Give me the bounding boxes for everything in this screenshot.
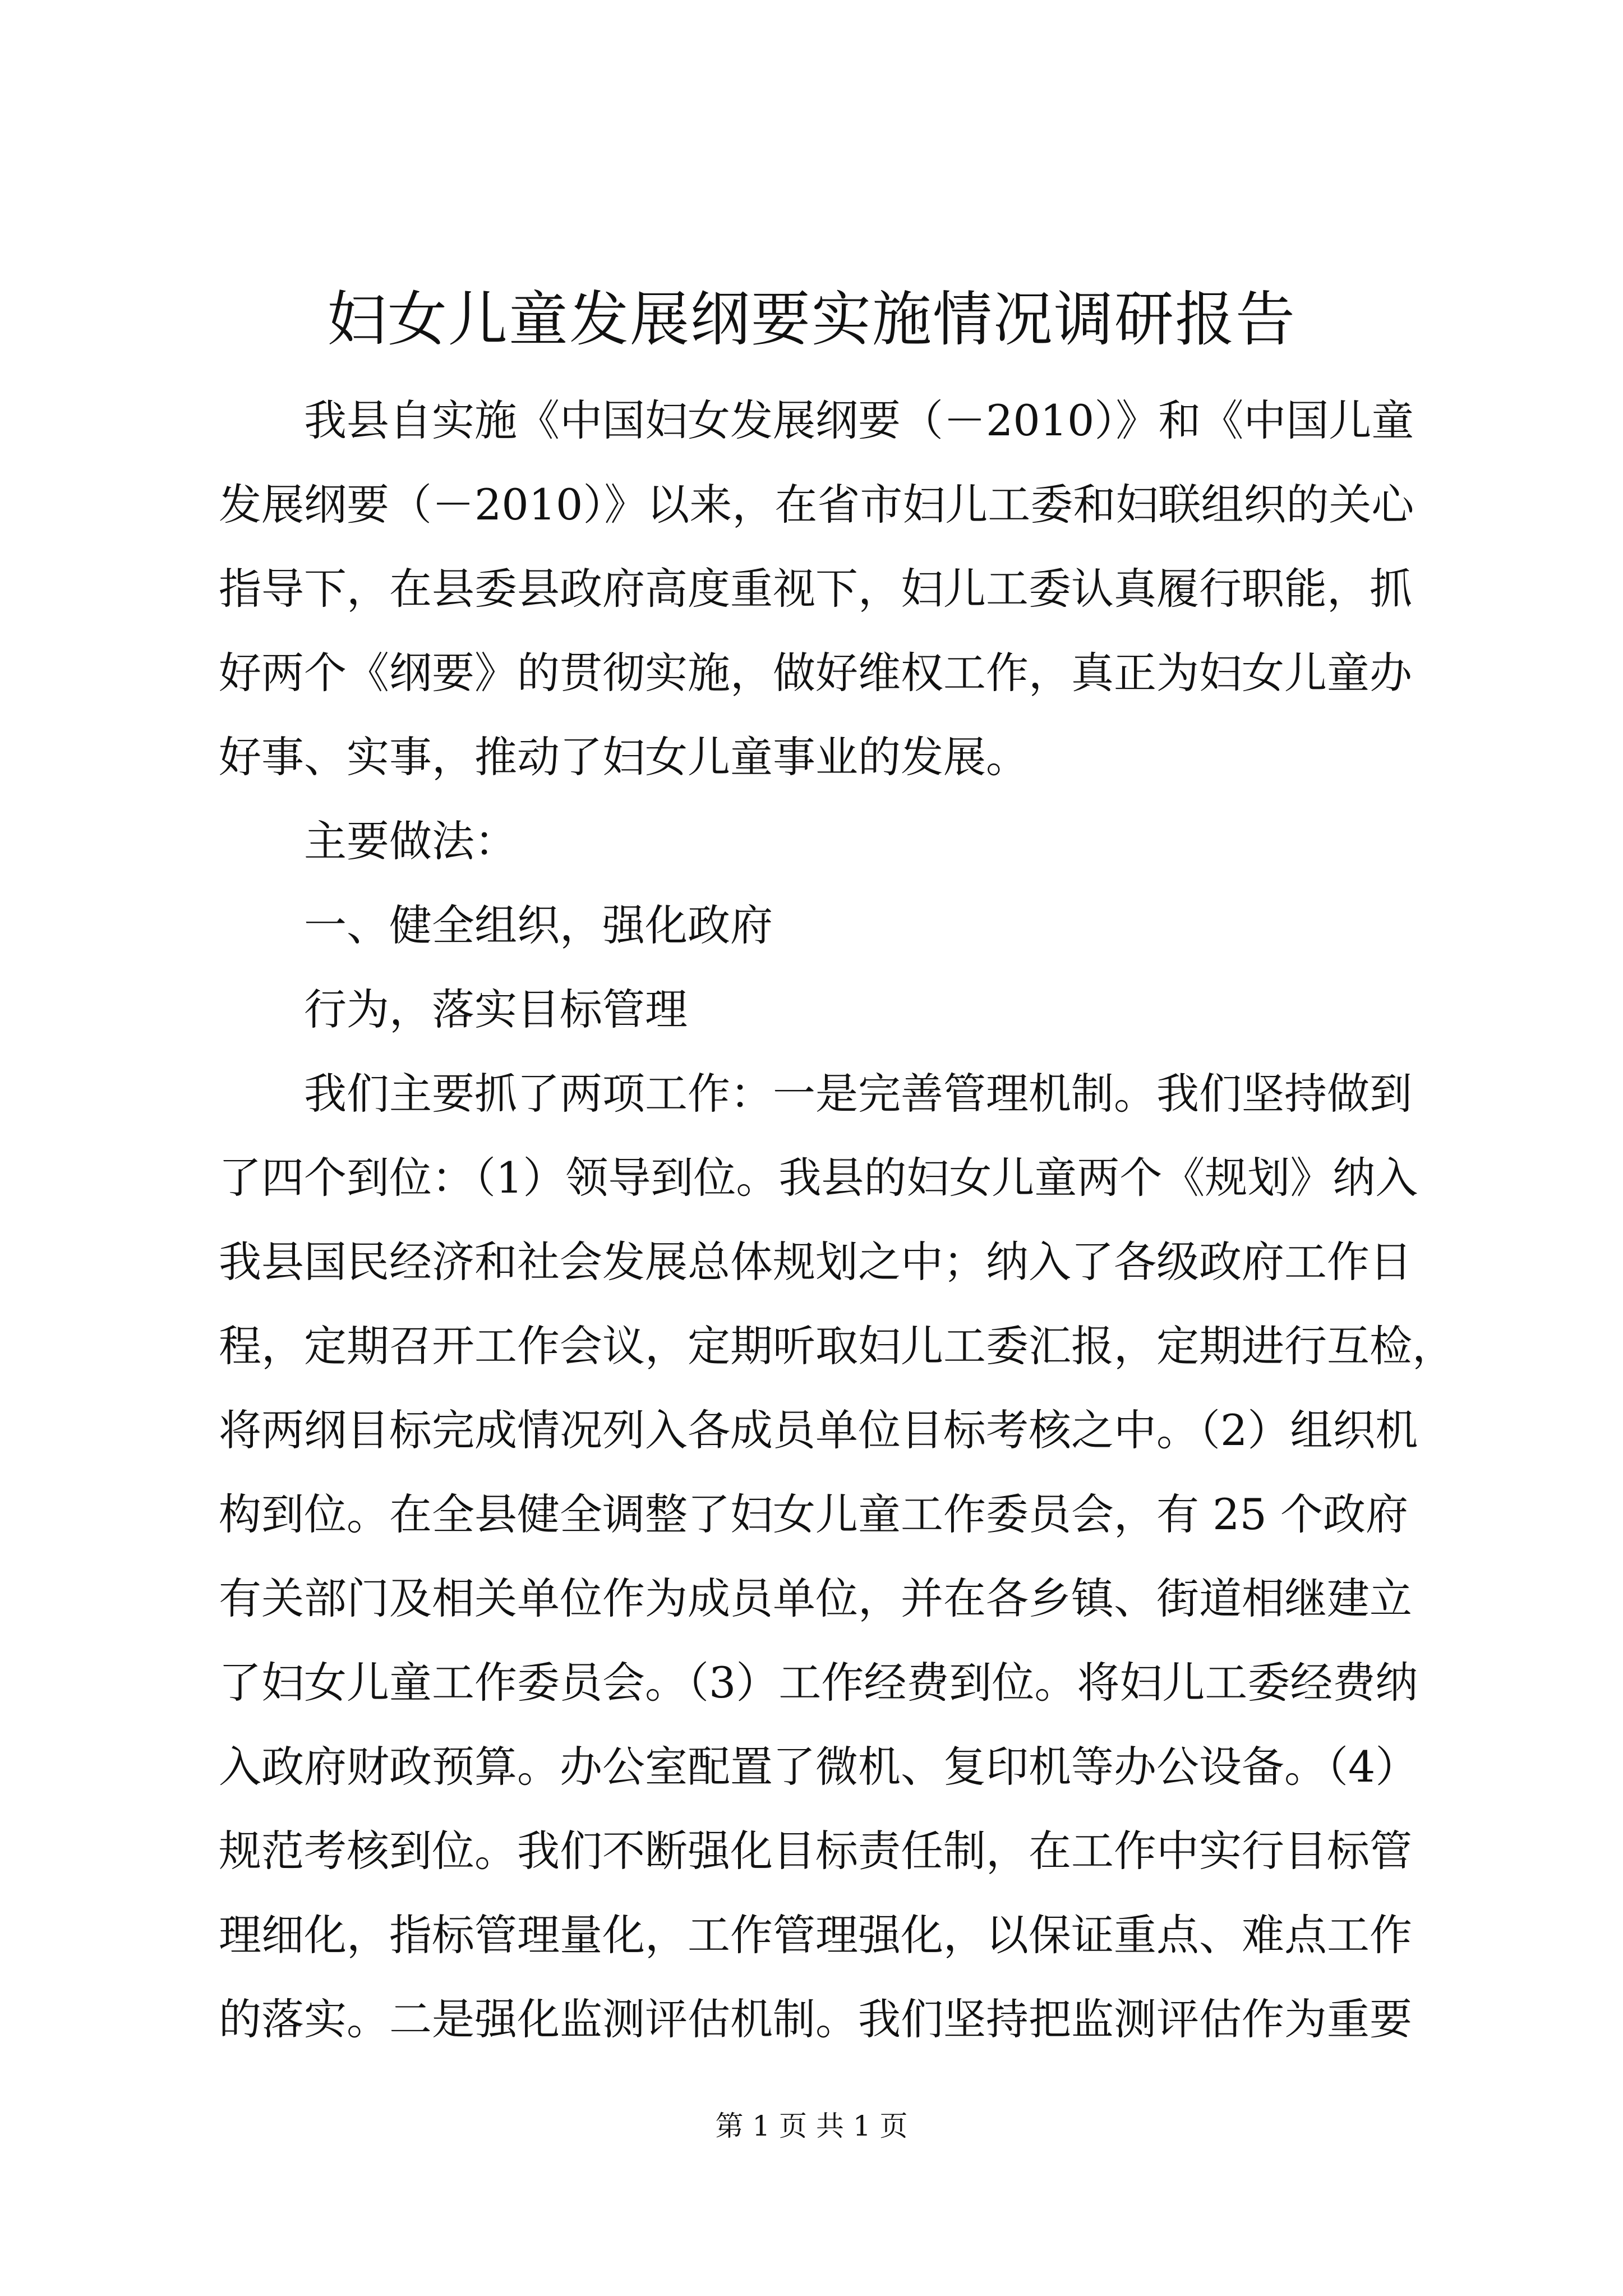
body-line: 了妇女儿童工作委员会。（3）工作经费到位。将妇儿工委经费纳 xyxy=(219,1658,1418,1708)
body-line: 行为，落实目标管理 xyxy=(304,984,688,1034)
body-line: 规范考核到位。我们不断强化目标责任制，在工作中实行目标管 xyxy=(219,1826,1412,1876)
body-line: 好两个《纲要》的贯彻实施，做好维权工作，真正为妇女儿童办 xyxy=(219,648,1412,698)
document-title: 妇女儿童发展纲要实施情况调研报告 xyxy=(327,285,1296,354)
body-line: 指导下，在县委县政府高度重视下，妇儿工委认真履行职能，抓 xyxy=(219,564,1412,614)
body-line: 发展纲要（－2010）》以来，在省市妇儿工委和妇联组织的关心 xyxy=(219,480,1414,530)
body-line: 程，定期召开工作会议，定期听取妇儿工委汇报，定期进行互检， xyxy=(219,1321,1455,1371)
page-footer: 第 1 页 共 1 页 xyxy=(715,2110,908,2142)
body-line: 一、健全组织，强化政府 xyxy=(304,900,773,950)
body-line: 好事、实事，推动了妇女儿童事业的发展。 xyxy=(219,732,1029,782)
body-line: 我们主要抓了两项工作：一是完善管理机制。我们坚持做到 xyxy=(304,1069,1412,1119)
body-line: 理细化，指标管理量化，工作管理强化，以保证重点、难点工作 xyxy=(219,1910,1412,1960)
body-line: 主要做法： xyxy=(304,816,517,866)
body-line: 入政府财政预算。办公室配置了微机、复印机等办公设备。（4） xyxy=(219,1742,1418,1792)
body-line: 有关部门及相关单位作为成员单位，并在各乡镇、街道相继建立 xyxy=(219,1573,1412,1623)
body-line: 我县国民经济和社会发展总体规划之中；纳入了各级政府工作日 xyxy=(219,1237,1412,1287)
body-line: 我县自实施《中国妇女发展纲要（－2010）》和《中国儿童 xyxy=(304,395,1414,445)
body-line: 将两纲目标完成情况列入各成员单位目标考核之中。（2）组织机 xyxy=(219,1405,1418,1455)
document-body xyxy=(219,379,1455,2062)
body-line: 的落实。二是强化监测评估机制。我们坚持把监测评估作为重要 xyxy=(219,1994,1412,2044)
body-line: 构到位。在全县健全调整了妇女儿童工作委员会，有 25 个政府 xyxy=(219,1489,1409,1539)
body-line: 了四个到位：（1）领导到位。我县的妇女儿童两个《规划》纳入 xyxy=(219,1153,1418,1203)
